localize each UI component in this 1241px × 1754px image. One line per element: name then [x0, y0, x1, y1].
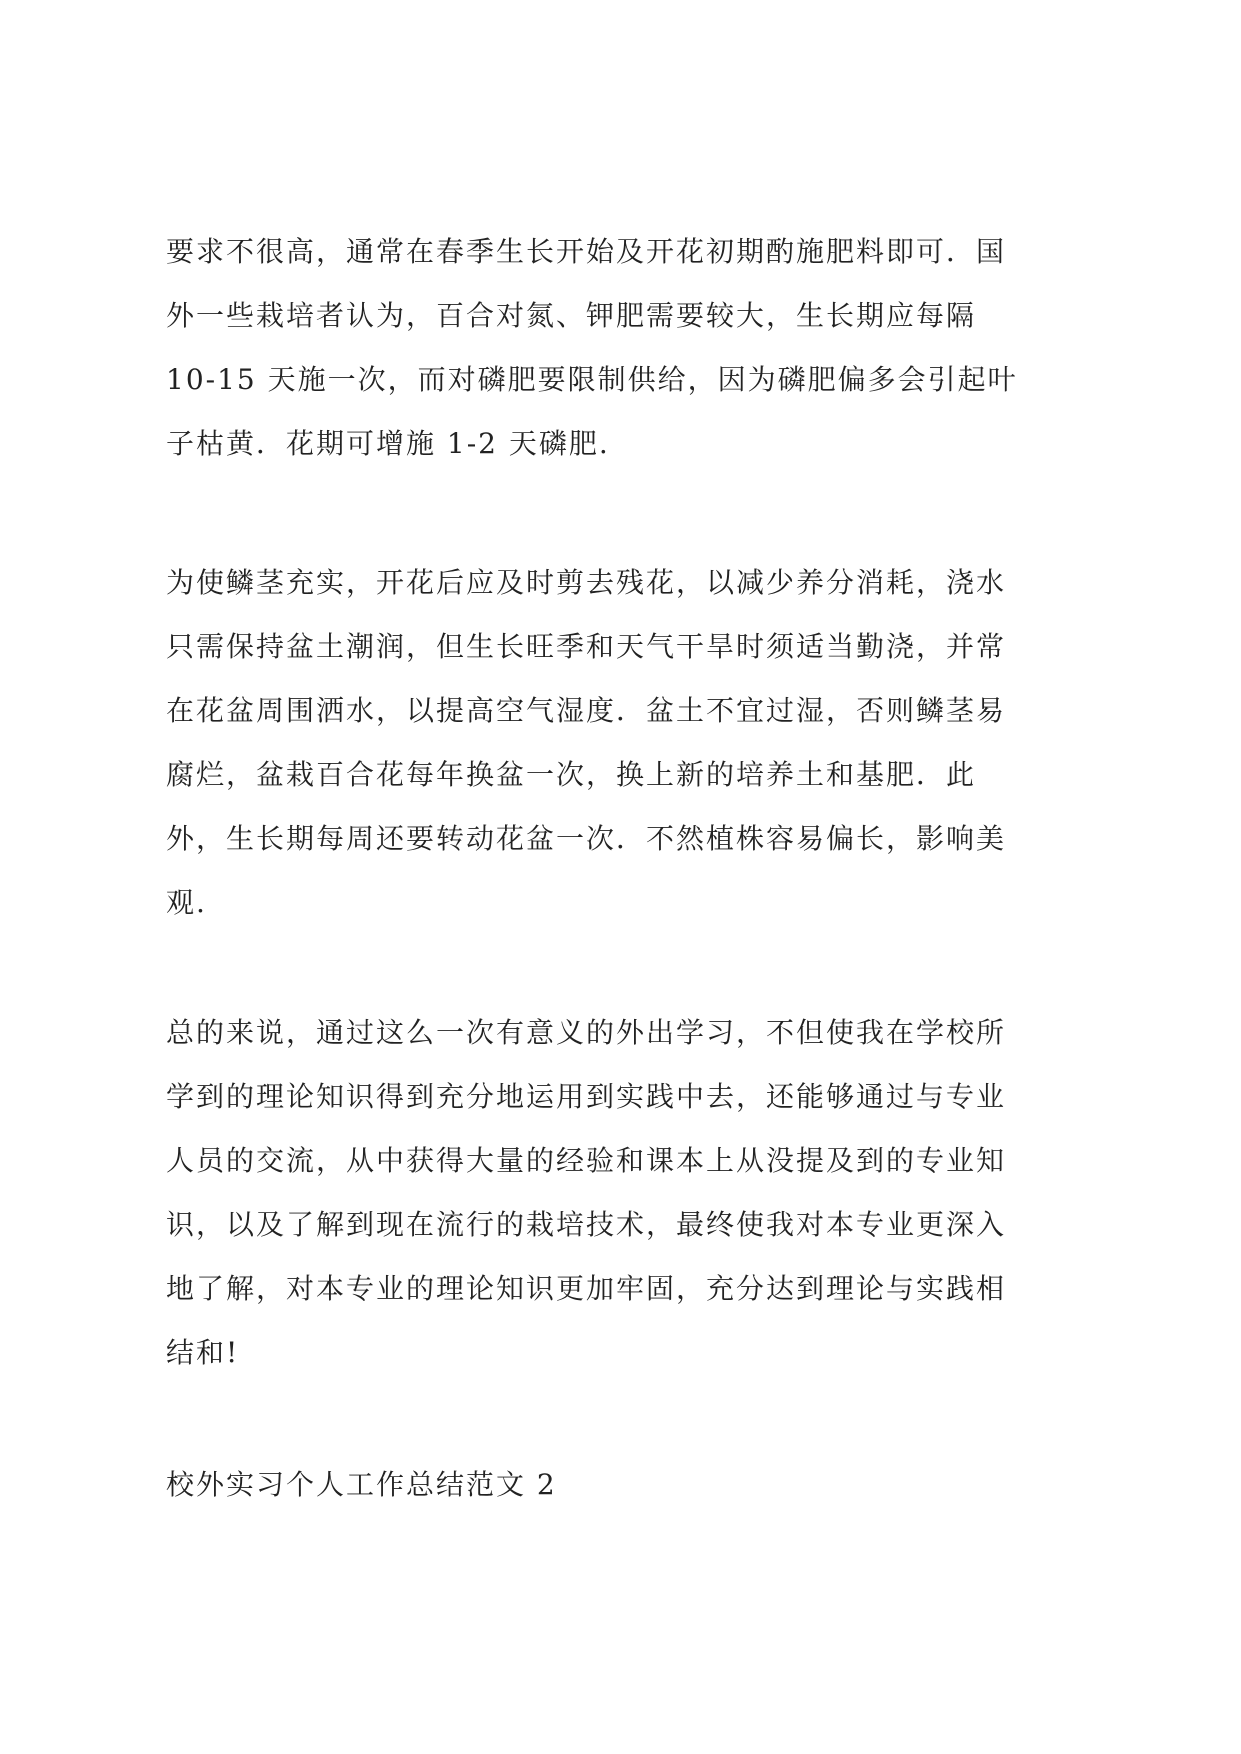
paragraph-line: 为使鳞茎充实，开花后应及时剪去残花，以减少养分消耗，浇水	[166, 566, 1007, 599]
paragraph-line: 结和!	[166, 1336, 240, 1369]
paragraph-line: 总的来说，通过这么一次有意义的外出学习，不但使我在学校所	[166, 1016, 1007, 1049]
paragraph-summary	[166, 1001, 1096, 1385]
paragraph-line: 只需保持盆土潮润，但生长旺季和天气干旱时须适当勤浇，并常	[166, 630, 1007, 663]
section-heading	[166, 1453, 1096, 1517]
paragraph-line: 外一些栽培者认为，百合对氮、钾肥需要较大，生长期应每隔	[166, 299, 977, 332]
section-heading-text: 校外实习个人工作总结范文 2	[166, 1468, 557, 1501]
paragraph-line: 人员的交流，从中获得大量的经验和课本上从没提及到的专业知	[166, 1144, 1007, 1177]
paragraph-line: 10-15 天施一次，而对磷肥要限制供给，因为磷肥偏多会引起叶	[166, 363, 1018, 396]
paragraph-line: 外，生长期每周还要转动花盆一次．不然植株容易偏长，影响美	[166, 822, 1007, 855]
paragraph-line: 学到的理论知识得到充分地运用到实践中去，还能够通过与专业	[166, 1080, 1007, 1113]
paragraph-care	[166, 551, 1096, 935]
paragraph-fertilizing	[166, 220, 1096, 476]
paragraph-line: 在花盆周围洒水，以提高空气湿度．盆土不宜过湿，否则鳞茎易	[166, 694, 1007, 727]
paragraph-line: 要求不很高，通常在春季生长开始及开花初期酌施肥料即可．国	[166, 235, 1007, 268]
paragraph-line: 子枯黄．花期可增施 1-2 天磷肥.	[166, 427, 610, 460]
paragraph-line: 识，以及了解到现在流行的栽培技术，最终使我对本专业更深入	[166, 1208, 1007, 1241]
paragraph-line: 观.	[166, 886, 207, 919]
paragraph-line: 腐烂，盆栽百合花每年换盆一次，换上新的培养土和基肥．此	[166, 758, 977, 791]
paragraph-line: 地了解，对本专业的理论知识更加牢固，充分达到理论与实践相	[166, 1272, 1007, 1305]
